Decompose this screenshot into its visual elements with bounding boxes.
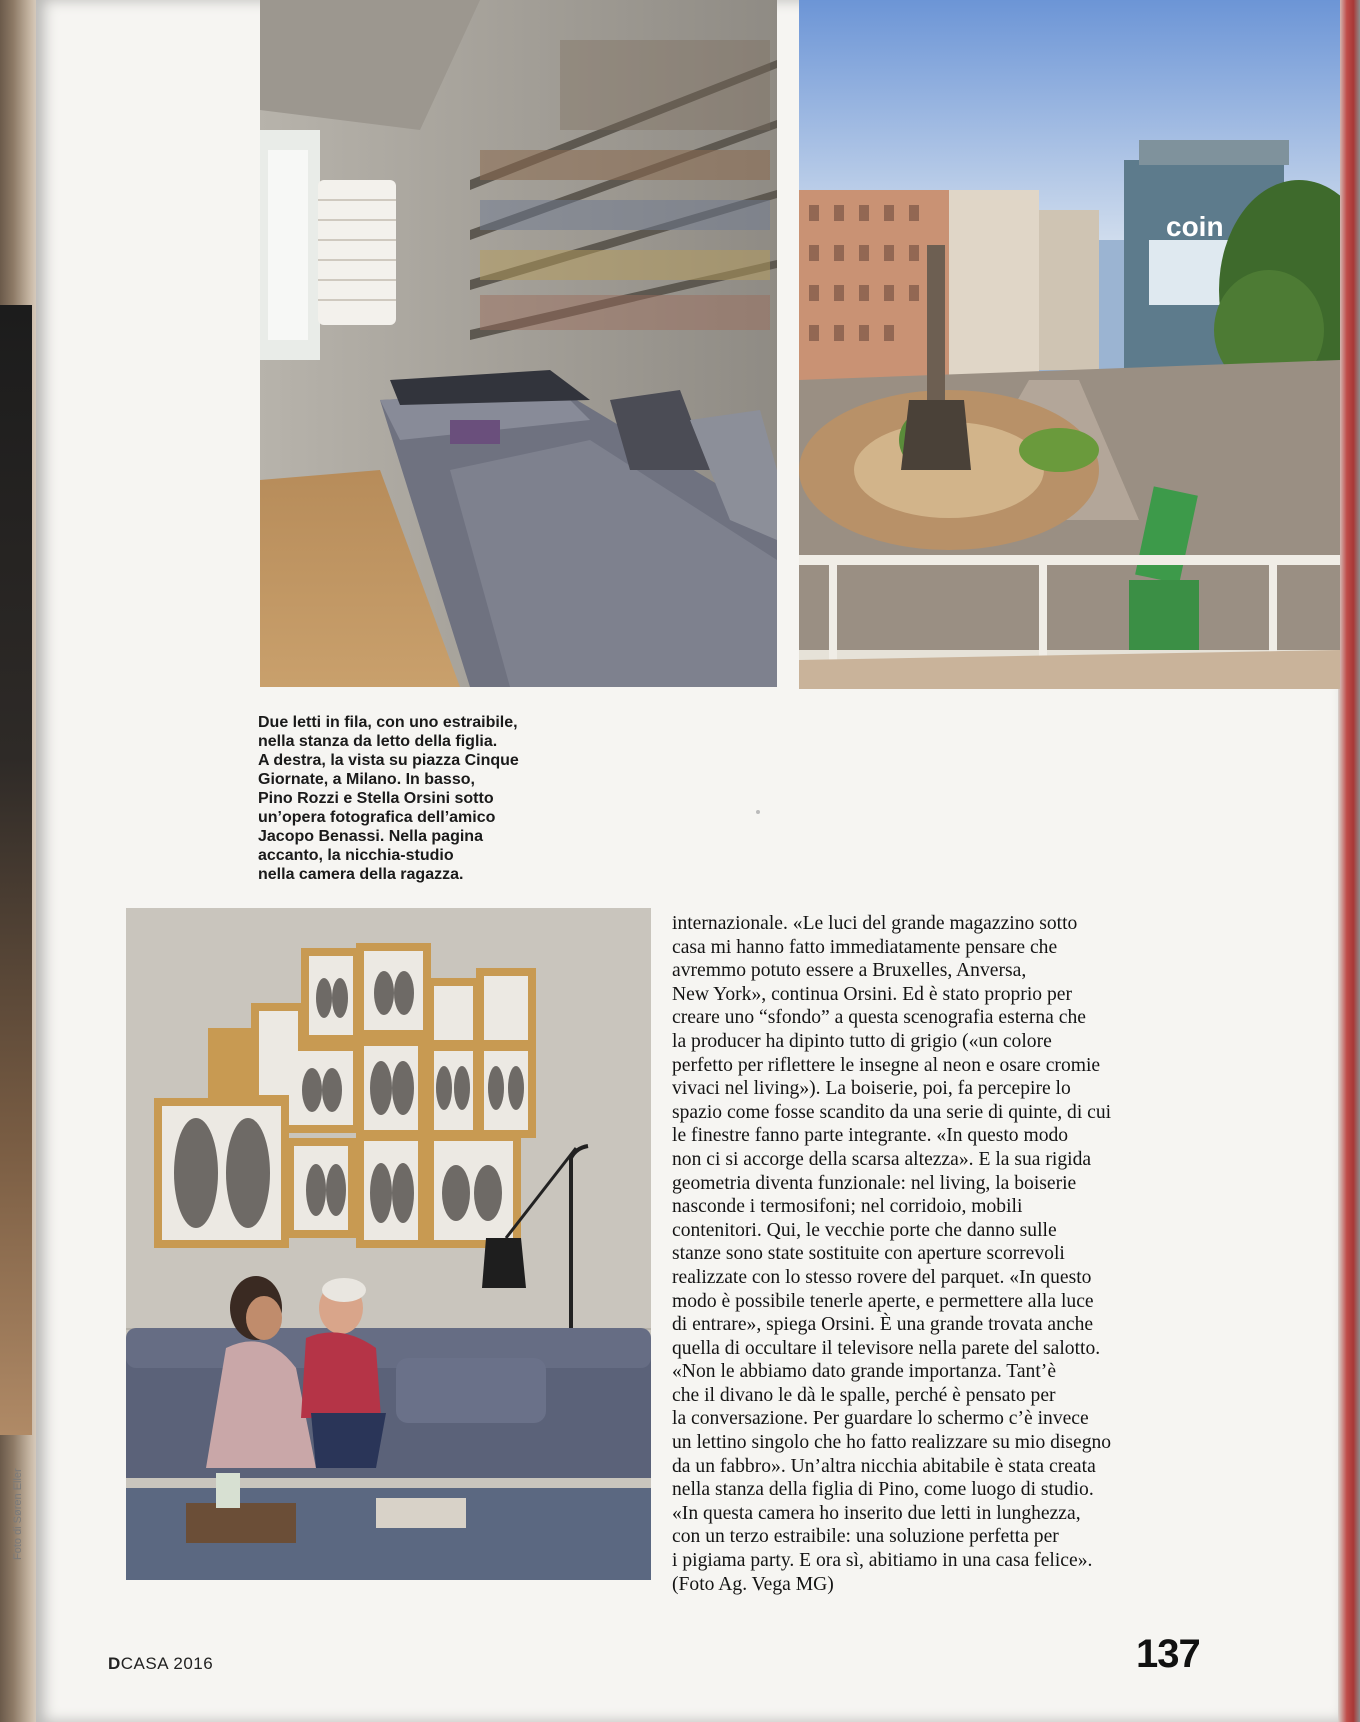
body-line: spazio come fosse scandito da una serie di quinte, di cui: [672, 1101, 1112, 1123]
body-line: un lettino singolo che ho fatto realizzare su mio disegno: [672, 1432, 1112, 1454]
body-line: New York», continua Orsini. Ed è stato proprio per: [672, 983, 1072, 1005]
body-line: da un fabbro». Un’altra nicchia abitabile è stata creata: [672, 1455, 1096, 1477]
body-line: di entrare», spiega Orsini. È una grande trovata anche: [672, 1314, 1094, 1336]
body-line: perfetto per riflettere le insegne al neon e osare cromie: [672, 1054, 1101, 1076]
body-line: modo è possibile tenerle aperte, e permettere alla luce: [672, 1290, 1094, 1312]
photo-bedroom-bookshelves: [260, 0, 777, 687]
bedroom-illustration: [260, 0, 777, 687]
photo-caption: [258, 713, 578, 884]
living-room-illustration: [126, 908, 651, 1580]
caption-line: A destra, la vista su piazza Cinque: [258, 752, 519, 769]
body-line: la producer ha dipinto tutto di grigio («un colore: [672, 1030, 1052, 1052]
caption-line: accanto, la nicchia-studio: [258, 847, 454, 864]
body-line: stanze sono state sostituite con aperture scorrevoli: [672, 1243, 1065, 1265]
photo-piazza-cinque-giornate: [799, 0, 1340, 689]
page-edge-right: [1338, 0, 1360, 1722]
body-line: quella di occultare il televisore nella parete del salotto.: [672, 1337, 1101, 1359]
caption-line: Jacopo Benassi. Nella pagina: [258, 828, 483, 845]
footer-year: 2016: [173, 1654, 214, 1673]
footer-magazine-name: [108, 1654, 213, 1674]
body-line: le finestre fanno parte integrante. «In questo modo: [672, 1125, 1069, 1147]
body-line: la conversazione. Per guardare lo schermo c’è invece: [672, 1408, 1089, 1430]
body-line: nasconde i termosifoni; nel corridoio, mobili: [672, 1196, 1023, 1218]
coin-sign: coin: [1166, 211, 1224, 242]
body-line: avremmo potuto essere a Bruxelles, Anversa,: [672, 960, 1027, 982]
article-body-text: [672, 912, 1172, 1596]
caption-line: Pino Rozzi e Stella Orsini sotto: [258, 790, 494, 807]
photo-living-room-couple: [126, 908, 651, 1580]
body-line: contenitori. Qui, le vecchie porte che danno sulle: [672, 1219, 1057, 1241]
page-number: 137: [1136, 1632, 1200, 1676]
body-line: i pigiama party. E ora sì, abitiamo in una casa felice».: [672, 1550, 1093, 1572]
city-illustration: [799, 0, 1340, 689]
caption-line: nella camera della ragazza.: [258, 866, 464, 883]
footer-brand-rest: CASA: [120, 1654, 169, 1673]
body-line: che il divano le dà le spalle, perché è pensato per: [672, 1384, 1056, 1406]
caption-line: nella stanza da letto della figlia.: [258, 733, 498, 750]
caption-line: Due letti in fila, con uno estraibile,: [258, 714, 518, 731]
body-line: realizzate con lo stesso rovere del parquet. «In questo: [672, 1266, 1092, 1288]
body-line: geometria diventa funzionale: nel living, la boiserie: [672, 1172, 1077, 1194]
body-line: internazionale. «Le luci del grande magazzino sotto: [672, 913, 1078, 934]
body-line: con un terzo estraibile: una soluzione perfetta per: [672, 1526, 1059, 1548]
body-line: vivaci nel living»). La boiserie, poi, fa percepire lo: [672, 1078, 1071, 1100]
footer-brand-d: D: [108, 1654, 121, 1673]
adjacent-page-edge: [0, 305, 32, 1435]
body-line: «In questa camera ho inserito due letti in lunghezza,: [672, 1502, 1081, 1524]
body-line: nella stanza della figlia di Pino, come luogo di studio.: [672, 1479, 1094, 1501]
print-speck: [756, 810, 760, 814]
body-line: non ci si accorge della scarsa altezza». E la sua rigida: [672, 1148, 1092, 1170]
body-line: casa mi hanno fatto immediatamente pensare che: [672, 936, 1058, 958]
photo-credit: (Foto Ag. Vega MG): [672, 1573, 834, 1595]
vertical-photo-credit: Foto di Søren Eller: [12, 1468, 24, 1560]
body-line: creare uno “sfondo” a questa scenografia esterna che: [672, 1007, 1086, 1029]
caption-line: Giornate, a Milano. In basso,: [258, 771, 475, 788]
caption-line: un’opera fotografica dell’amico: [258, 809, 496, 826]
body-line: «Non le abbiamo dato grande importanza. Tant’è: [672, 1361, 1057, 1383]
